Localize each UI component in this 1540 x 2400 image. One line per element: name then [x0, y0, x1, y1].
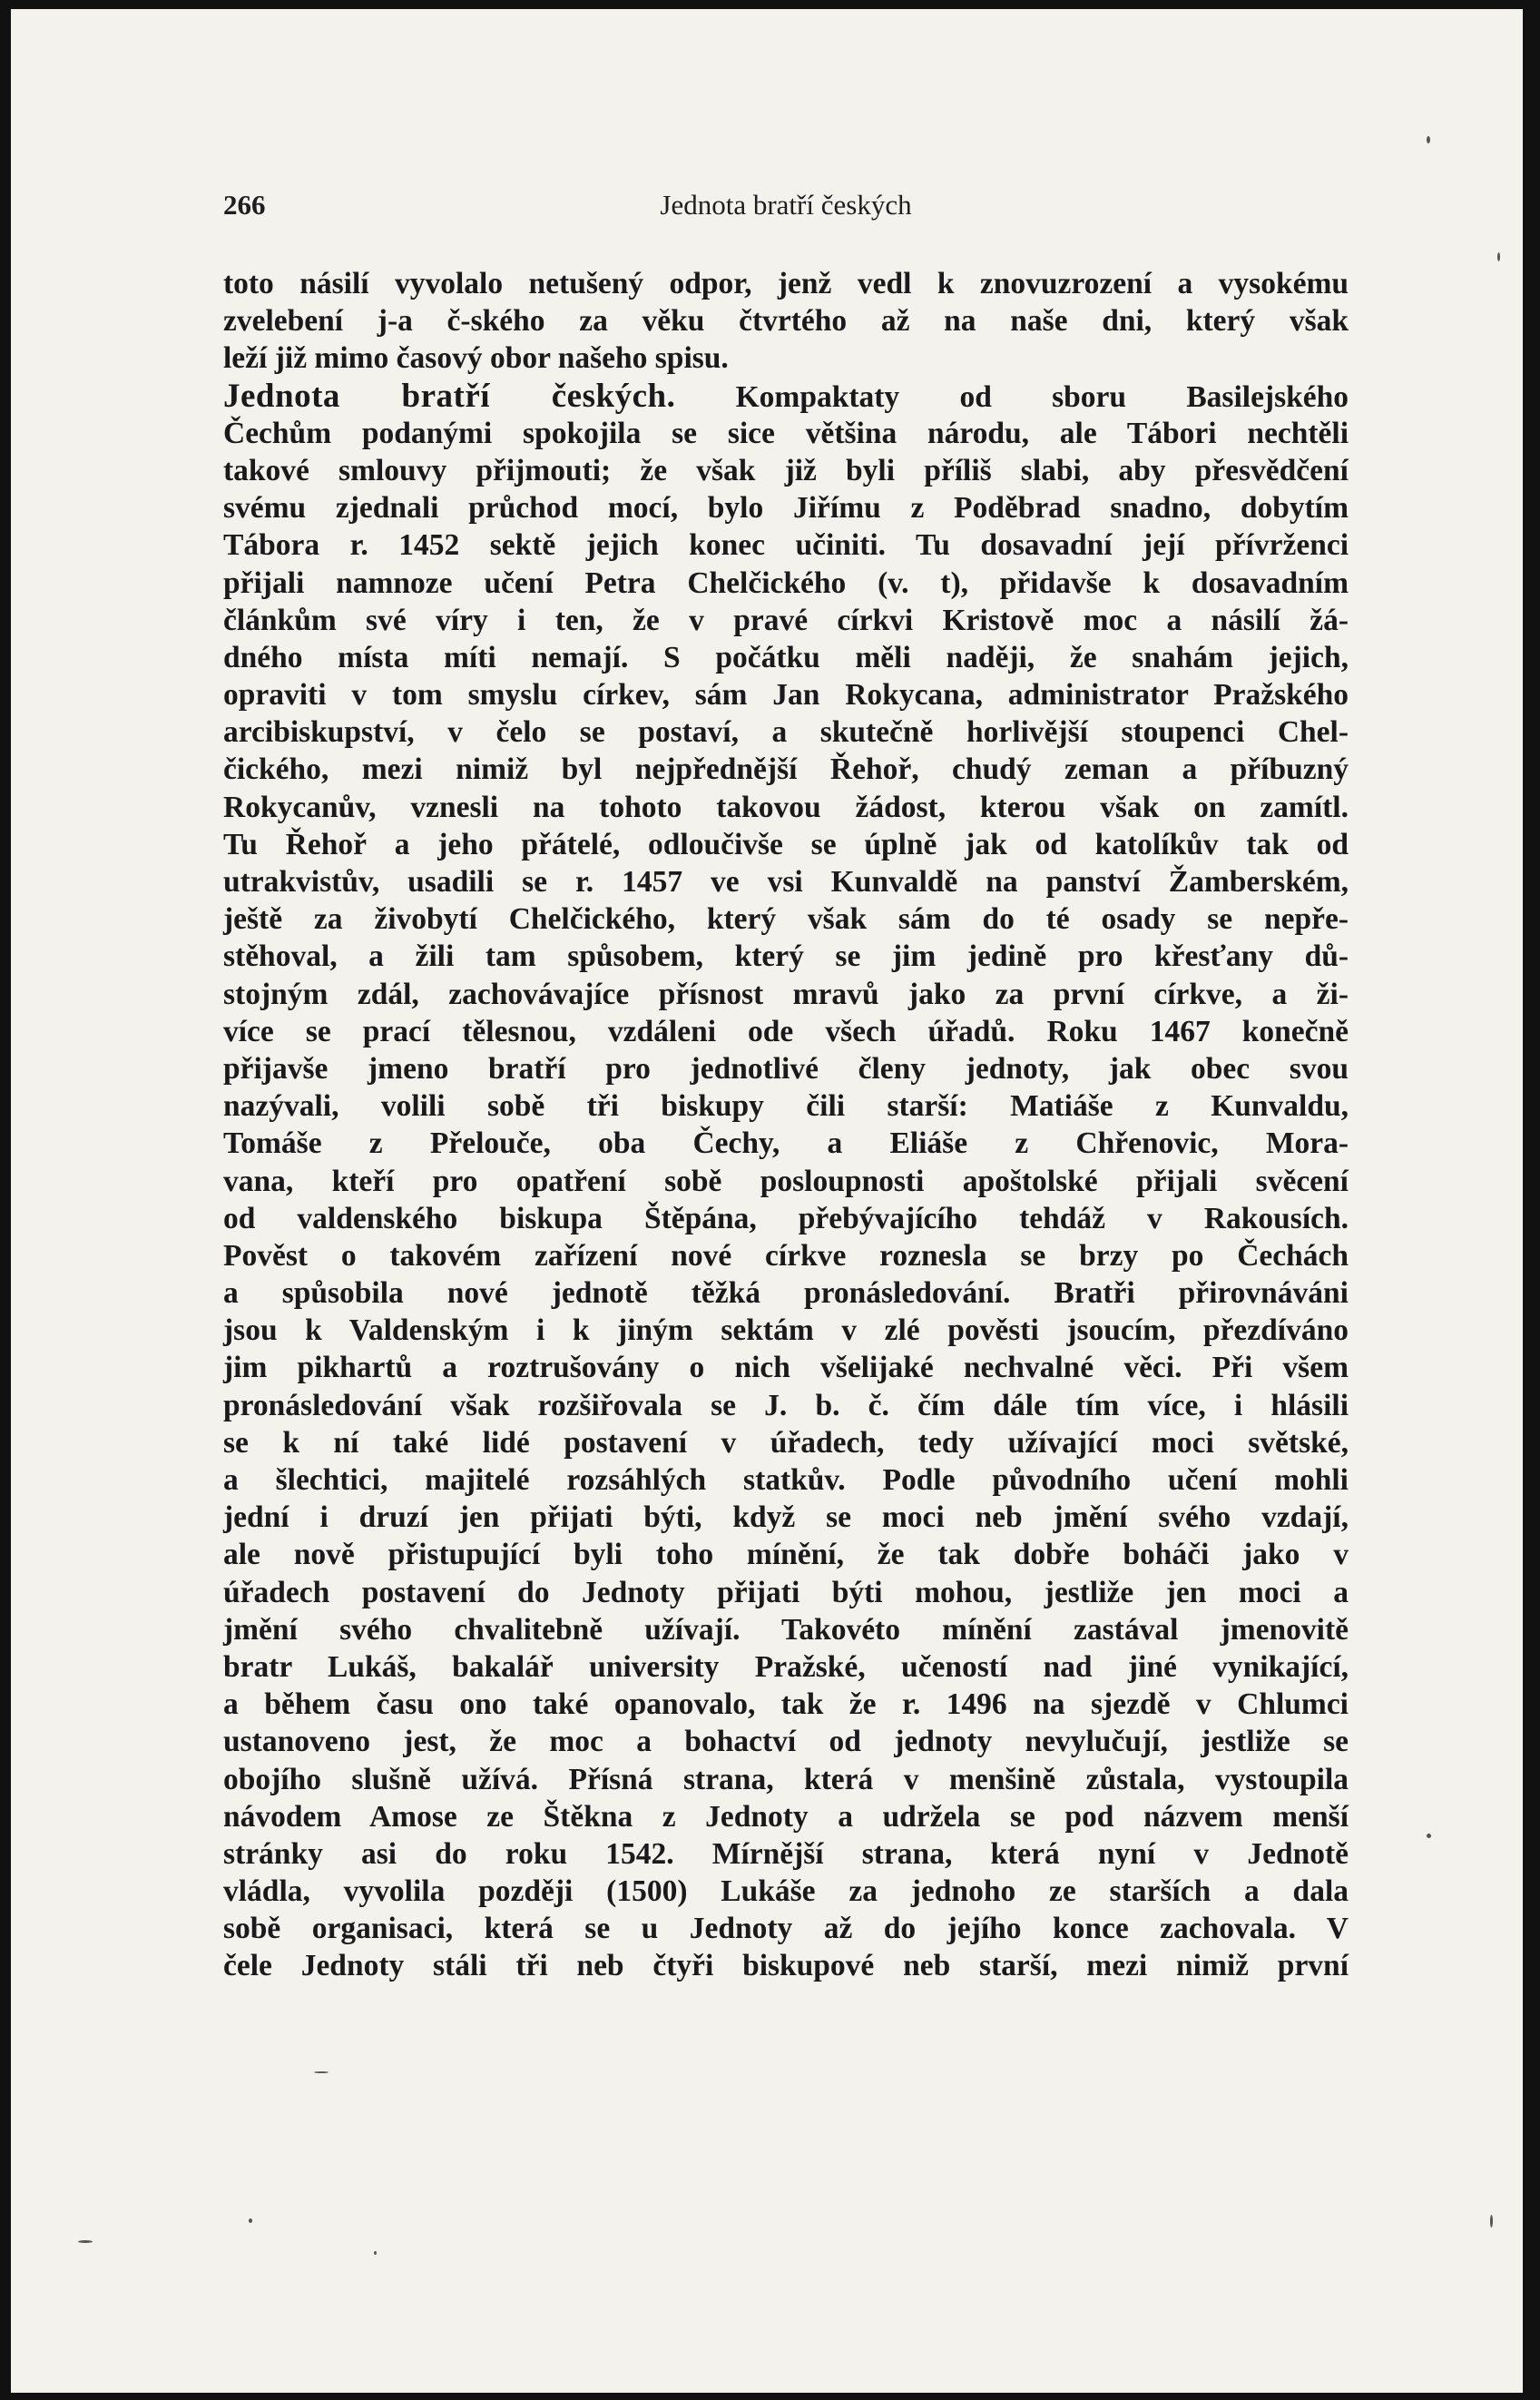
scan-speck — [78, 2240, 93, 2243]
text-line: čele Jednoty stáli tři neb čtyři biskupové neb starší, mezi nimiž první — [223, 1949, 1349, 1983]
text-line: pronásledování však rozšiřovala se J. b. č. čím dále tím více, i hlásili — [223, 1388, 1349, 1422]
scan-speck — [374, 2251, 377, 2255]
text-line: ustanoveno jest, že moc a bohactví od jednoty nevylučují, jestliže se — [223, 1725, 1349, 1759]
text-line: stěhoval, a žili tam spůsobem, který se jim jedině pro křesťany dů- — [223, 939, 1349, 974]
text-line: více se prací tělesnou, vzdáleni ode všech úřadů. Roku 1467 konečně — [223, 1014, 1349, 1048]
text-line: arcibiskupství, v čelo se postaví, a skutečně horlivější stoupenci Chel- — [223, 715, 1349, 750]
heading-line-rest: Kompaktaty od sboru Basilejského — [735, 379, 1349, 414]
text-line: se k ní také lidé postavení v úřadech, tedy užívající moci světské, — [223, 1425, 1349, 1460]
text-line: svému zjednali průchod mocí, bylo Jiřímu z Poděbrad snadno, dobytím — [223, 491, 1349, 526]
text-line: článkům své víry i ten, že v pravé církvi Kristově moc a násilí žá- — [223, 603, 1349, 637]
text-line: Čechům podanými spokojila se sice většina národu, ale Tábori nechtěli — [223, 416, 1349, 450]
text-line: úřadech postavení do Jednoty přijati býti mohou, jestliže jen moci a — [223, 1575, 1349, 1609]
text-line: a spůsobila nové jednotě těžká pronásledování. Bratři přirovnáváni — [223, 1276, 1349, 1311]
text-line: od valdenského biskupa Štěpána, přebývajícího tehdáž v Rakousích. — [223, 1201, 1349, 1235]
text-line: Pověst o takovém zařízení nové církve roznesla se brzy po Čechách — [223, 1238, 1349, 1273]
text-line: Tu Řehoř a jeho přátelé, odloučivše se úplně jak od katolíkův tak od — [223, 827, 1349, 861]
scan-speck — [249, 2218, 252, 2223]
text-line: stránky asi do roku 1542. Mírnější strana, která nyní v Jednotě — [223, 1836, 1349, 1871]
text-line: vana, kteří pro opatření sobě posloupnosti apoštolské přijali svěcení — [223, 1164, 1349, 1198]
text-line: stojným zdál, zachovávajíce přísnost mravů jako za první církve, a ži- — [223, 977, 1349, 1011]
text-line: jední i druzí jen přijati býti, když se moci neb jmění svého vzdají, — [223, 1500, 1349, 1535]
running-title: Jednota bratří českých — [660, 189, 912, 221]
text-line: sobě organisaci, která se u Jednoty až do jejího konce zachovala. V — [223, 1912, 1349, 1946]
section-heading: Jednota bratří českých. — [223, 377, 676, 415]
text-line: dného místa míti nemají. S počátku měli naději, že snahám jejich, — [223, 640, 1349, 674]
text-line: Rokycanův, vznesli na tohoto takovou žádost, kterou však on zamítl. — [223, 790, 1349, 824]
text-line: ale nově přistupující byli toho mínění, že tak dobře boháči jako v — [223, 1538, 1349, 1572]
text-line: jsou k Valdenským i k jiným sektám v zlé pověsti jsoucím, přezdíváno — [223, 1313, 1349, 1348]
text-line: utrakvistův, usadili se r. 1457 ve vsi Kunvaldě na panství Žamberském, — [223, 865, 1349, 899]
heading-line — [223, 378, 1349, 415]
text-line: Tábora r. 1452 sektě jejich konec učiniti. Tu dosavadní její přívrženci — [223, 528, 1349, 563]
text-line: toto násilí vyvolalo netušený odpor, jenž vedl k znovuzrození a vysokému — [223, 267, 1349, 300]
text-line: jmění svého chvalitebně užívají. Takovéto mínění zastával jmenovitě — [223, 1612, 1349, 1647]
text-line: čického, mezi nimiž byl nejpřednější Řehoř, chudý zeman a příbuzný — [223, 752, 1349, 787]
text-line: vládla, vyvolila později (1500) Lukáše za jednoho ze starších a dala — [223, 1874, 1349, 1909]
text-line: přijali namnoze učení Petra Chelčického (v. t), přidavše k dosavadním — [223, 566, 1349, 600]
text-line: nazývali, volili sobě tři biskupy čili starší: Matiáše z Kunvaldu, — [223, 1089, 1349, 1124]
text-line: jim pikhartů a roztrušovány o nich všelijaké nechvalné věci. Při všem — [223, 1351, 1349, 1385]
text-line: opraviti v tom smyslu církev, sám Jan Rokycana, administrator Pražského — [223, 678, 1349, 713]
page-header — [223, 189, 1349, 225]
text-line: návodem Amose ze Štěkna z Jednoty a udržela se pod názvem menší — [223, 1799, 1349, 1834]
text-line: bratr Lukáš, bakalář university Pražské, učeností nad jiné vynikající, — [223, 1649, 1349, 1684]
text-line: takové smlouvy přijmouti; že však již byli příliš slabi, aby přesvědčení — [223, 453, 1349, 487]
text-line: obojího slušně užívá. Přísná strana, která v menšině zůstala, vystoupila — [223, 1762, 1349, 1796]
scan-speck — [1490, 2215, 1493, 2228]
text-line: leží již mimo časový obor našeho spisu. — [223, 341, 729, 376]
text-line: a během času ono také opanovalo, tak že r. 1496 na sjezdě v Chlumci — [223, 1687, 1349, 1722]
text-line: Tomáše z Přelouče, oba Čechy, a Eliáše z Chřenovic, Mora- — [223, 1126, 1349, 1161]
page-number: 266 — [223, 189, 266, 221]
text-line: a šlechtici, majitelé rozsáhlých statkův. Podle původního učení mohli — [223, 1463, 1349, 1497]
scan-speck — [314, 2071, 329, 2073]
scan-speck — [1427, 1834, 1431, 1838]
scan-speck — [1497, 252, 1500, 261]
text-line: zvelebení j-a č-ského za věku čtvrtého až na naše dni, který však — [223, 304, 1349, 339]
page-sheet — [11, 9, 1523, 2393]
text-line: ještě za živobytí Chelčického, který však sám do té osady se nepře- — [223, 902, 1349, 937]
body-text — [223, 265, 1349, 1985]
text-line: přijavše jmeno bratří pro jednotlivé členy jednoty, jak obec svou — [223, 1051, 1349, 1086]
scan-speck — [1427, 136, 1430, 143]
